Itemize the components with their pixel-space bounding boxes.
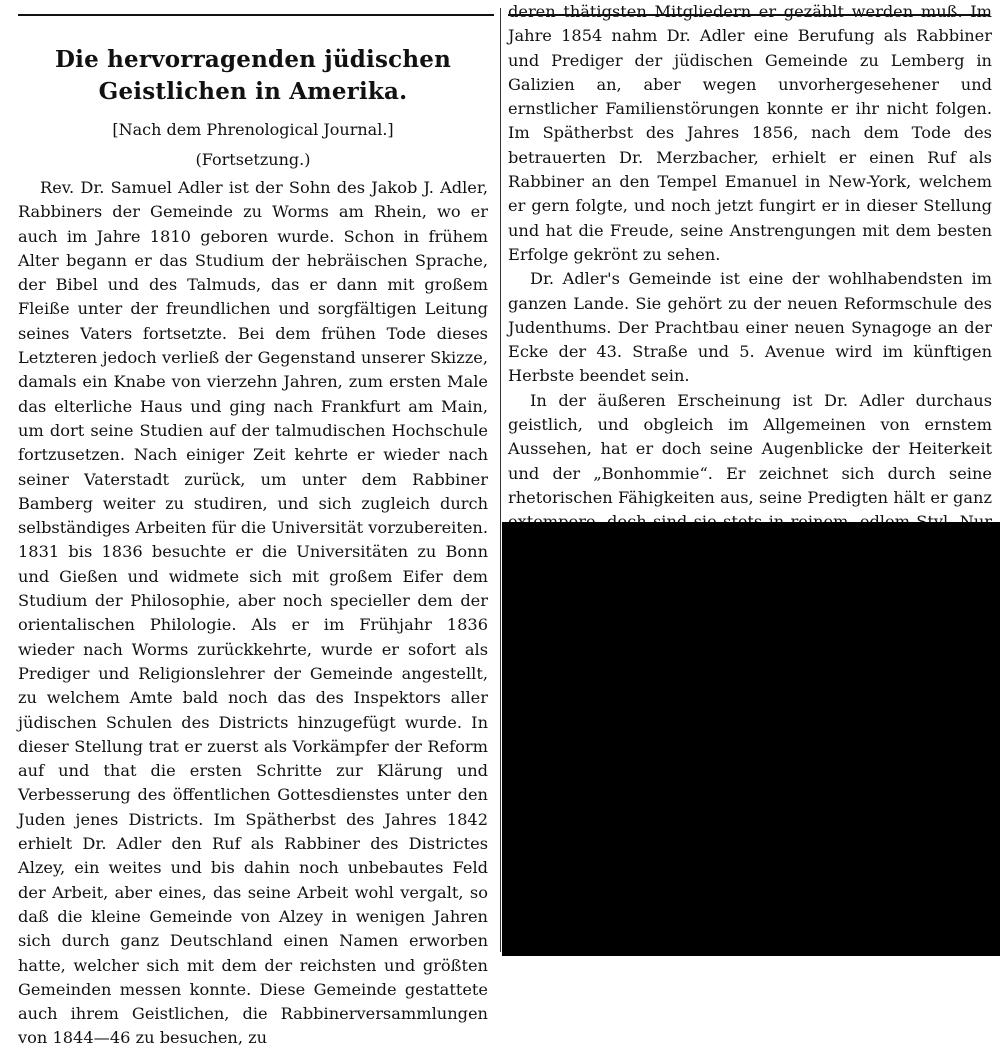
right-column xyxy=(508,0,992,559)
left-column xyxy=(18,44,488,1051)
article-source: [Nach dem Phrenological Journal.] xyxy=(112,120,394,139)
article-title: Die hervorragenden jüdischen Geistlichen in Amerika. xyxy=(54,46,452,105)
top-rule-left xyxy=(18,14,494,16)
column-divider xyxy=(500,8,501,952)
paragraph: In der äußeren Erscheinung ist Dr. Adler durchaus geistlich, und obgleich im Allgemeinen von ernstem Aussehen, hat er doch seine Augenblicke der Heiterkeit und der „Bonhommie“. Er zeichnet sich durch seine rhetorischen Fähigkeiten aus, seine Predigten hält er ganz xyxy=(508,390,992,507)
left-body xyxy=(18,176,488,1051)
continuation-note: (Fortsetzung.) xyxy=(195,150,311,169)
right-body xyxy=(508,0,992,559)
paragraph: Rev. Dr. Samuel Adler ist der Sohn des Jakob J. Adler, Rabbiners der Gemeinde zu Worms am Rhein, wo er auch im Jahre 1810 geboren wurde. Schon in frühem Alter begann er das Studium der hebräischen Sprache, der Bibel und des Talmuds, das er dann mit großem Fleiße unter der freundlichen und sorgfältigen Leitung seines Vaters fortsetzte. Bei dem frühen Tode dieses Letzteren jedoch verließ der Gegenstand unserer Skizze, damals ein Knabe von vierzehn Jahren, zum ersten Male das elterliche Haus und ging nach Frankfurt am Main, um dort seine Studien auf der talmudischen Hochschule fortzusetzen. Nach einiger Zeit kehrte er wieder nach seiner Vaterstadt zurück, um unter dem Rabbiner Bamberg weiter zu studiren, und sich zugleich durch selbständiges Arbeiten für die Universität vorzubereiten. 1831 bis 1836 besuchte er die Universitäten zu Bonn und Gießen und widmete sich mit großem Eifer dem Studium der Philosophie, aber noch specieller dem der orientalischen Philologie. Als er im Frühjahr 1836 wieder nach Worms zurückkehrte, wurde er sofort als Prediger und Religionslehrer der Gemeinde angestellt, zu welchem Amte bald noch das des Inspektors aller jüdischen Schulen des Districts hinzugefügt wurde. In dieser Stellung trat er zuerst als Vorkämpfer der Reform auf und that die ersten Schritte zur Klärung und Verbesserung des öffentlichen Gottesdienstes unter den Juden jenes Districts. Im Spätherbst des Jahres 1842 erhielt Dr. Adler den Ruf als Rabbiner des Districtes Alzey, ein weites und bis dahin noch unbebautes Feld der Arbeit, aber eines, das seine Arbeit wohl vergalt, so daß die kleine Gemeinde von Alzey in wenigen Jahren sich durch ganz Deutschland einen Namen erworben hatte, welcher sich mit dem der reichsten und größten Gemeinden messen konnte. Diese Gemeinde gestattete auch ihrem Geistlichen, die Rabbinerversammlungen von 1844—46 zu besuchen, zu xyxy=(18,178,488,1048)
paragraph: Dr. Adler's Gemeinde ist eine der wohlhabendsten im ganzen Lande. Sie gehört zu der neuen Reformschule des Judenthums. Der Prachtbau einer neuen Synagoge an der Ecke der 43. Straße und 5. Avenue wird im künftigen Herbste beendet sein. xyxy=(508,269,992,386)
blank-black-area xyxy=(502,522,1000,956)
paragraph: deren thätigsten Mitgliedern er gezählt werden muß. Im Jahre 1854 nahm Dr. Adler eine Berufung als Rabbiner und Prediger der jüdischen Gemeinde zu Lemberg in Galizien an, aber wegen unvorhergesehener und ernstlicher Familienstörungen konnte er ihr nicht folgen. Im Spätherbst des Jahres 1856, nach dem Tode des betrauerten Dr. Merzbacher, erhielt er einen Ruf als Rabbiner an den Tempel Emanuel in New-York, welchem er gern folgte, und noch jetzt fungirt er in dieser Stellung und hat die Freude, seine Anstrengungen mit dem besten Erfolge gekrönt zu sehen. xyxy=(508,2,992,264)
